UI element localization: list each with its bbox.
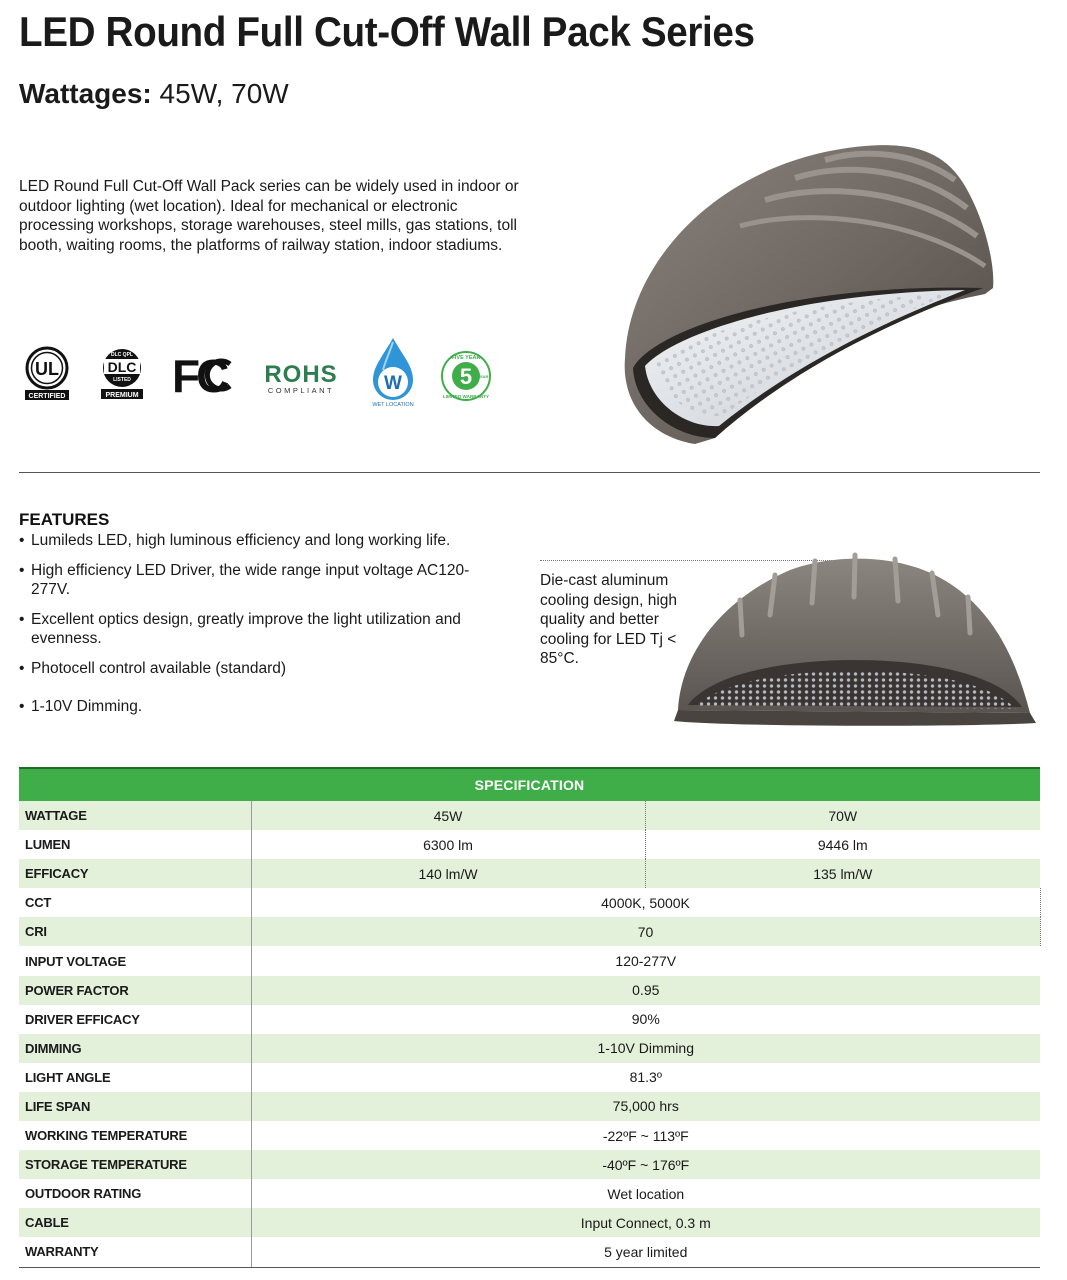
cooling-callout: Die-cast aluminum cooling design, high quality and better cooling for LED Tj < 85°C. bbox=[540, 572, 678, 667]
features-heading: FEATURES bbox=[19, 510, 110, 529]
wall-pack-product-image bbox=[615, 138, 995, 448]
dlc-premium-icon bbox=[98, 348, 146, 402]
feature-item: • Excellent optics design, greatly improve the light utilization and evenness. bbox=[19, 610, 499, 649]
spec-value: 4000K, 5000K bbox=[251, 888, 1040, 917]
spec-value: -40ºF ~ 176ºF bbox=[251, 1150, 1040, 1179]
specification-heading: SPECIFICATION bbox=[19, 768, 1040, 801]
warranty-mark: 5 bbox=[459, 364, 473, 389]
table-row bbox=[19, 801, 1040, 830]
wet-mark: W bbox=[384, 373, 402, 394]
spec-label: WATTAGE bbox=[19, 801, 251, 830]
features-list bbox=[19, 531, 499, 727]
spec-value: Input Connect, 0.3 m bbox=[251, 1208, 1040, 1237]
table-row bbox=[19, 1063, 1040, 1092]
warranty-bottom: LIMITED WARRANTY bbox=[442, 394, 490, 399]
spec-label: CABLE bbox=[19, 1208, 251, 1237]
warranty-top: FIVE YEAR bbox=[451, 355, 481, 361]
product-description: LED Round Full Cut-Off Wall Pack series can be widely used in indoor or outdoor lighting (wet location). Ideal for mechanical or electronic processing workshops, storage warehouses, steel mills, gas stations, toll booth, waiting rooms, the platforms of railway station, indoor stadiums. bbox=[19, 178, 519, 254]
table-row bbox=[19, 1150, 1040, 1179]
wattages-value: 45W, 70W bbox=[151, 78, 289, 109]
fcc-mark: FC bbox=[172, 352, 226, 398]
spec-value: 45W bbox=[251, 801, 645, 830]
spec-value: 9446 lm bbox=[817, 836, 868, 853]
spec-label: DRIVER EFFICACY bbox=[19, 1005, 251, 1034]
warranty-side: YEAR bbox=[477, 375, 489, 379]
spec-label: LIGHT ANGLE bbox=[19, 1063, 251, 1092]
rohs-mark: ROHS bbox=[264, 361, 338, 388]
table-row bbox=[19, 946, 1040, 975]
spec-value: 70 bbox=[251, 917, 1040, 946]
fcc-icon bbox=[172, 352, 234, 398]
spec-label: LIFE SPAN bbox=[19, 1092, 251, 1121]
spec-value: 135 lm/W bbox=[645, 859, 1040, 888]
page-title: LED Round Full Cut-Off Wall Pack Series bbox=[19, 8, 755, 55]
spec-label: CRI bbox=[19, 917, 251, 946]
dlc-mid: LISTED bbox=[113, 377, 131, 383]
heatsink-top-image bbox=[670, 545, 1040, 730]
wattages-line bbox=[19, 78, 289, 110]
wattages-label: Wattages: bbox=[19, 78, 152, 109]
feature-item: • Lumileds LED, high luminous efficiency and long working life. bbox=[19, 531, 499, 551]
spec-label: CCT bbox=[19, 888, 251, 917]
wet-caption: WET LOCATION bbox=[372, 402, 414, 408]
spec-value: 81.3º bbox=[629, 1069, 662, 1086]
table-row bbox=[19, 1005, 1040, 1034]
spec-value: 0.95 bbox=[251, 976, 1040, 1005]
spec-label: EFFICACY bbox=[19, 859, 251, 888]
table-row bbox=[19, 1237, 1040, 1267]
table-row bbox=[19, 1034, 1040, 1063]
spec-value: 1-10V Dimming bbox=[251, 1034, 1040, 1063]
rohs-compliant-icon bbox=[256, 360, 346, 400]
spec-value: 120-277V bbox=[615, 953, 677, 970]
spec-label: POWER FACTOR bbox=[19, 976, 251, 1005]
spec-value: -22ºF ~ 113ºF bbox=[602, 1127, 689, 1144]
spec-label: WORKING TEMPERATURE bbox=[19, 1121, 251, 1150]
ul-caption: CERTIFIED bbox=[28, 393, 66, 400]
table-row bbox=[19, 888, 1040, 917]
spec-label: STORAGE TEMPERATURE bbox=[19, 1150, 251, 1179]
spec-value: 70W bbox=[645, 801, 1040, 830]
spec-value: 75,000 hrs bbox=[251, 1092, 1040, 1121]
feature-item: • Photocell control available (standard) bbox=[19, 659, 499, 679]
table-row bbox=[19, 859, 1040, 888]
spec-label: WARRANTY bbox=[19, 1237, 251, 1267]
section-divider bbox=[19, 472, 1040, 473]
table-row bbox=[19, 1092, 1040, 1121]
spec-value: Wet location bbox=[607, 1185, 685, 1202]
table-row bbox=[19, 976, 1040, 1005]
spec-value: 6300 lm bbox=[251, 830, 645, 859]
table-row bbox=[19, 917, 1040, 946]
rohs-caption: COMPLIANT bbox=[267, 386, 335, 395]
spec-label: OUTDOOR RATING bbox=[19, 1179, 251, 1208]
ul-mark: UL bbox=[35, 359, 59, 379]
spec-label: INPUT VOLTAGE bbox=[19, 946, 251, 975]
spec-label: LUMEN bbox=[19, 830, 251, 859]
spec-value: 5 year limited bbox=[251, 1237, 1040, 1267]
table-row bbox=[19, 1208, 1040, 1237]
table-row bbox=[19, 1121, 1040, 1150]
warranty-icon bbox=[440, 350, 492, 402]
dlc-caption: PREMIUM bbox=[105, 392, 139, 399]
table-row bbox=[19, 1179, 1040, 1208]
certification-badges bbox=[20, 336, 500, 406]
feature-item: • High efficiency LED Driver, the wide range input voltage AC120-277V. bbox=[19, 561, 499, 600]
table-row bbox=[19, 830, 1040, 859]
spec-value: 90% bbox=[631, 1011, 660, 1028]
ul-certified-icon bbox=[23, 346, 71, 402]
feature-item: • 1-10V Dimming. bbox=[19, 697, 499, 717]
wet-location-icon bbox=[369, 336, 417, 408]
dlc-mark: DLC bbox=[107, 359, 137, 375]
spec-value: 140 lm/W bbox=[251, 859, 645, 888]
specification-table bbox=[19, 767, 1041, 1268]
dlc-top: DLC QPL bbox=[111, 352, 133, 358]
spec-label: DIMMING bbox=[19, 1034, 251, 1063]
